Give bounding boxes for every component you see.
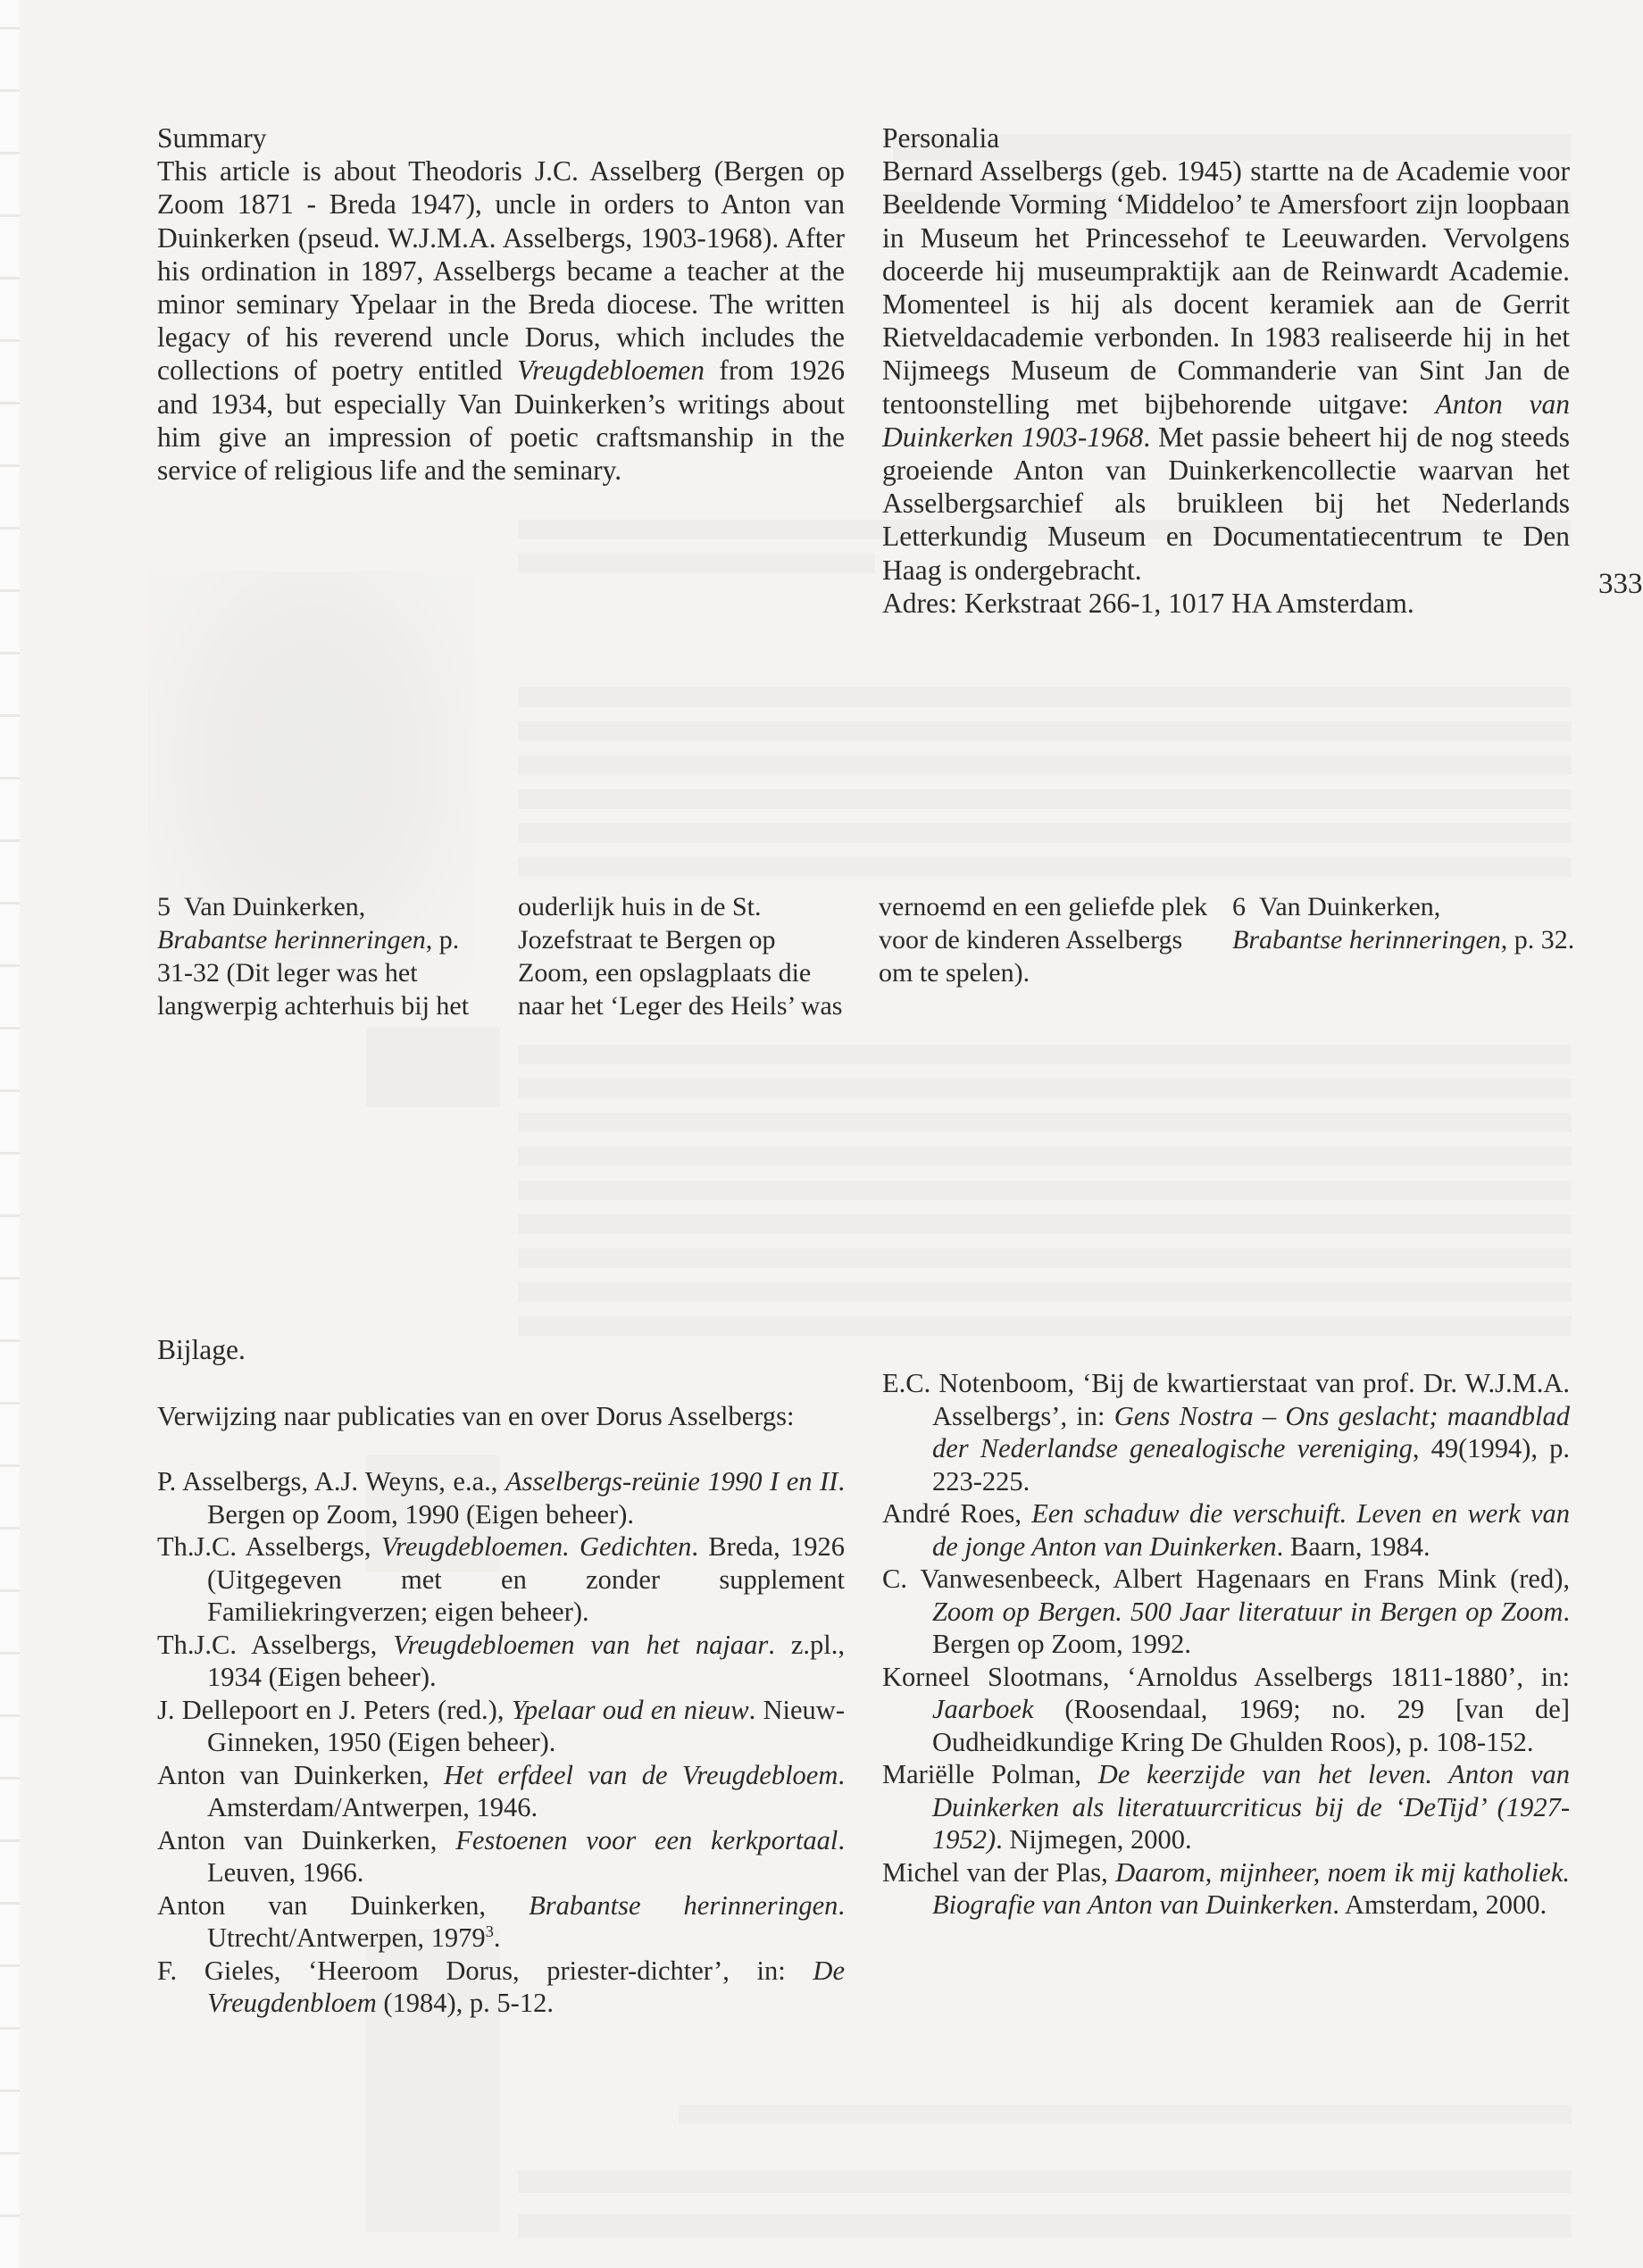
personalia-text-italic: Anton van Duinkerken 1903-1968: [882, 388, 1570, 453]
entry-text: , 49(1994), p. 223-225.: [932, 1433, 1570, 1497]
entry-title: Asselbergs-reünie 1990 I en II: [505, 1466, 838, 1497]
bibliography-entry: [882, 1758, 1570, 1856]
bibliography-right-section: [882, 1367, 1570, 1922]
bibliography-entry: [157, 1629, 845, 1694]
entry-text: Th.J.C. Asselbergs,: [157, 1629, 394, 1660]
bijlage-intro: Verwijzing naar publicaties van en over Dorus Asselbergs:: [157, 1400, 795, 1431]
entry-text: . Bergen op Zoom, 1990 (Eigen beheer).: [207, 1466, 845, 1530]
entry-text: .: [493, 1922, 501, 1953]
personalia-text-part: . Met passie beheert hij de nog steeds groeiende Anton van Duinkerkencollectie waarvan het Asselbergsarchief als bruikleen bij het Nederlands Letterkundig Museum en Documentatiecentrum te Den Haag is ondergebracht.: [882, 421, 1570, 586]
entry-title: De Vreugdenbloem: [207, 1955, 845, 2018]
entry-title: Het erfdeel van de Vreugdebloem: [443, 1759, 838, 1790]
summary-text-part: from 1926 and 1934, but especially Van Duinkerken’s writings about him give an impression of poetic craftsmanship in the service of religious life and the seminary.: [157, 354, 845, 487]
entry-text: F. Gieles, ‘Heeroom Dorus, priester-dichter’, in:: [157, 1955, 813, 1986]
entry-title: Een schaduw die verschuift. Leven en werk van de jonge Anton van Duinkerken: [932, 1498, 1570, 1562]
bibliography-entry: [882, 1856, 1570, 1922]
entry-text: (1984), p. 5-12.: [376, 1988, 554, 2018]
bijlage-section: [157, 1334, 845, 2020]
entry-text: Korneel Slootmans, ‘Arnoldus Asselbergs 1811-1880’, in:: [882, 1661, 1570, 1692]
entry-title: Brabantse herinneringen: [529, 1889, 838, 1921]
footnote-author: Van Duinkerken,: [184, 892, 366, 921]
bibliography-entry: [882, 1661, 1570, 1759]
entry-text: . Amsterdam, 2000.: [1332, 1889, 1547, 1920]
personalia-heading: Personalia: [882, 122, 1000, 154]
entry-text: . Nieuw-Ginneken, 1950 (Eigen beheer).: [207, 1694, 845, 1757]
footnote-6: [1232, 890, 1580, 956]
entry-text: Anton van Duinkerken,: [157, 1759, 444, 1790]
entry-text: E.C. Notenboom, ‘Bij de kwartierstaat van prof. Dr. W.J.M.A. Asselbergs’, in:: [882, 1368, 1570, 1431]
bibliography-entry: [157, 1530, 845, 1629]
entry-title: Vreugdebloemen van het najaar: [393, 1629, 769, 1660]
entry-text: . Amsterdam/Antwerpen, 1946.: [207, 1759, 845, 1822]
entry-text: . Baarn, 1984.: [1276, 1530, 1430, 1562]
footnote-number: 5: [157, 892, 171, 921]
personalia-text: [882, 154, 1570, 587]
page-number: 333: [1598, 568, 1643, 600]
entry-edition: 3: [485, 1922, 494, 1940]
entry-text: J. Dellepoort en J. Peters (red.),: [157, 1694, 512, 1725]
torn-page-edge: [0, 0, 20, 2268]
entry-title: Jaarboek: [932, 1694, 1034, 1724]
entry-title: Zoom op Bergen. 500 Jaar literatuur in Bergen op Zoom: [932, 1596, 1564, 1627]
entry-text: . Leuven, 1966.: [207, 1824, 845, 1888]
footnote-rest: , p. 32.: [1500, 925, 1575, 955]
summary-section: [157, 121, 845, 487]
summary-text-part: This article is about Theodoris J.C. Asselberg (Bergen op Zoom 1871 - Breda 1947), uncle in orders to Anton van Duinkerken (pseud. W.J.M.A. Asselbergs, 1903-1968). After his ordination in 1897, Asselbergs became a teacher at the minor seminary Ypelaar in the Breda diocese. The written legacy of his reverend uncle Dorus, which includes the collections of poetry entitled: [157, 155, 845, 387]
footnote-title: Brabantse herinneringen: [1232, 925, 1501, 955]
bibliography-entry: [157, 1824, 845, 1889]
bibliography-right: [882, 1367, 1570, 1922]
bibliography-entry: [157, 1465, 845, 1530]
entry-title: Ypelaar oud en nieuw: [511, 1694, 749, 1725]
footnote-rest: , p. 31-32 (Dit leger was het langwerpig achterhuis bij het ouderlijk huis in de St. Jozefstraat te Bergen op Zoom, een opslagplaats die naar het ‘Leger des Heils’ was vernoemd en een geliefde plek voor de kinderen Asselbergs om te spelen).: [157, 892, 1208, 1021]
entry-text: P. Asselbergs, A.J. Weyns, e.a.,: [157, 1466, 505, 1497]
footnote-5-body: [157, 890, 1211, 1024]
entry-text: C. Vanwesenbeeck, Albert Hagenaars en Frans Mink (red),: [882, 1563, 1570, 1594]
entry-title: Daarom, mijnheer, noem ik mij katholiek. Biografie van Anton van Duinkerken: [932, 1856, 1570, 1920]
personalia-text-part: Bernard Asselbergs (geb. 1945) startte na de Academie voor Beeldende Vorming ‘Middeloo’ te Amersfoort zijn loopbaan in Museum het Princessehof te Leeuwarden. Vervolgens doceerde hij museumpraktijk aan de Reinwardt Academie. Momenteel is hij als docent keramiek aan de Gerrit Rietveldacademie verbonden. In 1983 realiseerde hij in het Nijmeegs Museum de Commanderie van Sint Jan de tentoonstelling met bijbehorende uitgave:: [882, 155, 1570, 420]
entry-title: De keerzijde van het leven. Anton van Duinkerken als literatuurcriticus bij de ‘DeTijd’ (1927-1952): [932, 1759, 1571, 1855]
bibliography-entry: [157, 1889, 845, 1955]
entry-text: Anton van Duinkerken,: [157, 1824, 456, 1855]
personalia-section: [882, 121, 1570, 620]
footnote-title: Brabantse herinneringen: [157, 925, 426, 955]
entry-text: Michel van der Plas,: [882, 1856, 1116, 1888]
entry-text: . Breda, 1926 (Uitgegeven met en zonder supplement Familiekringverzen; eigen beheer).: [207, 1531, 846, 1627]
bibliography-entry: [157, 1759, 845, 1824]
footnote-author: Van Duinkerken,: [1259, 892, 1441, 921]
summary-heading: Summary: [157, 122, 267, 154]
entry-title: Vreugdebloemen. Gedichten: [380, 1531, 692, 1562]
entry-text: Th.J.C. Asselbergs,: [157, 1531, 381, 1562]
entry-text: . Nijmegen, 2000.: [996, 1824, 1192, 1855]
summary-text-italic: Vreugdebloemen: [517, 354, 705, 387]
entry-title: Festoenen voor een kerkportaal: [455, 1824, 838, 1855]
bibliography-entry: [882, 1563, 1570, 1661]
entry-title: Gens Nostra – Ons geslacht; maandblad der Nederlandse genealogische vereniging: [932, 1400, 1570, 1463]
entry-text: Mariëlle Polman,: [882, 1759, 1098, 1789]
bibliography-entry: [157, 1955, 845, 2020]
bibliography-entry: [882, 1497, 1570, 1563]
entry-text: . Bergen op Zoom, 1992.: [932, 1596, 1570, 1659]
entry-text: . z.pl., 1934 (Eigen beheer).: [207, 1629, 846, 1692]
personalia-address: Adres: Kerkstraat 266-1, 1017 HA Amsterdam.: [882, 587, 1414, 619]
entry-text: (Roosendaal, 1969; no. 29 [van de] Oudheidkundige Kring De Ghulden Roos), p. 108-152.: [932, 1694, 1570, 1757]
footnote-number: 6: [1232, 892, 1246, 921]
bijlage-heading: Bijlage.: [157, 1334, 246, 1365]
bibliography-entry: [157, 1694, 845, 1759]
entry-text: Anton van Duinkerken,: [157, 1889, 530, 1921]
entry-text: . Utrecht/Antwerpen, 1979: [207, 1889, 845, 1953]
bibliography-left: [157, 1465, 845, 2020]
bibliography-entry: [882, 1367, 1570, 1497]
entry-text: André Roes,: [882, 1498, 1032, 1529]
summary-text: [157, 154, 845, 487]
